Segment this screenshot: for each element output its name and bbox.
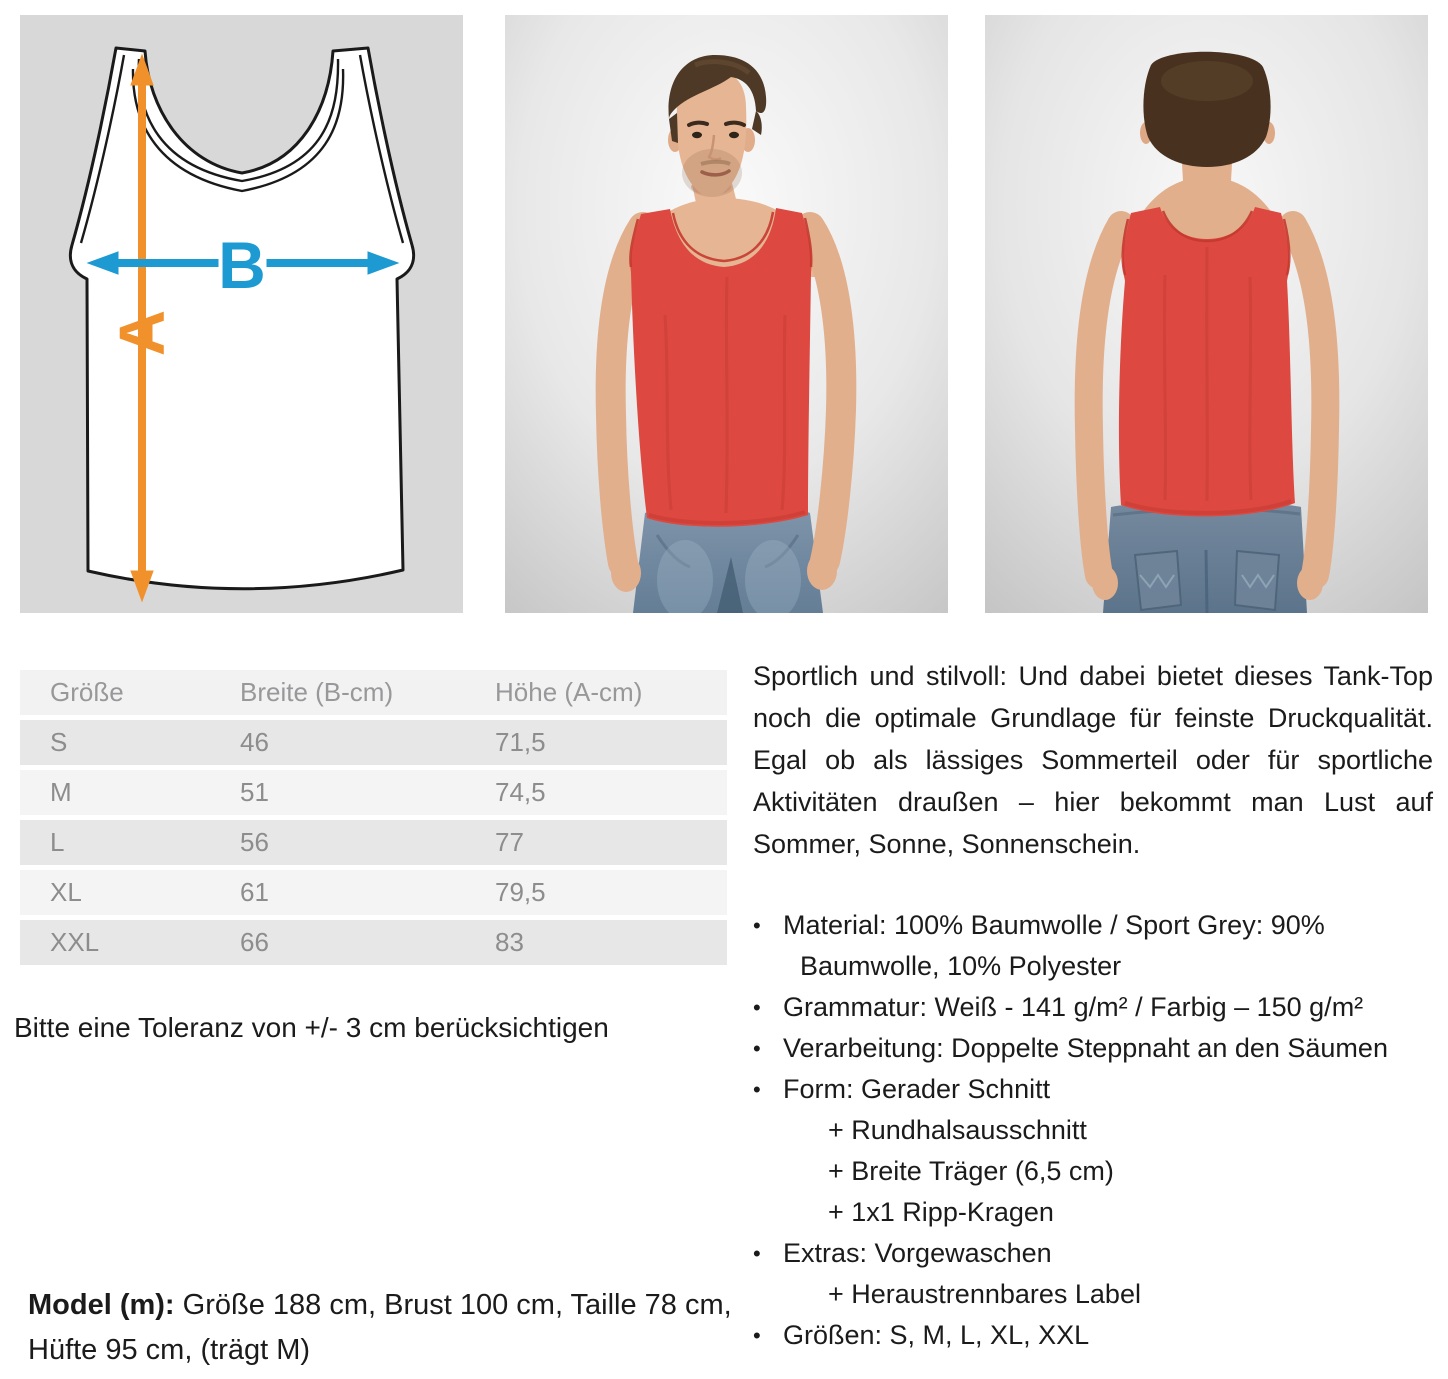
table-cell-breite: 51 [240,777,269,807]
feature-sub-item: + Rundhalsausschnitt [828,1115,1087,1145]
stubble [682,149,742,197]
measure-label-a: A [106,309,178,357]
model-front-illustration [505,15,948,613]
table-cell-size: L [50,827,65,857]
table-cell-hoehe: 77 [495,827,524,857]
feature-item [753,987,1433,1028]
table-cell-hoehe: 83 [495,927,524,957]
bullet-icon: • [753,1077,761,1102]
bullet-icon: • [753,995,761,1020]
left-hand [611,554,641,592]
feature-body [783,1233,1433,1315]
table-cell-size: XL [50,877,82,907]
table-row [20,770,727,815]
description-intro: Sportlich und stilvoll: Und dabei bietet dieses Tank-Top noch die optimale Grundlage für feinste Druckqualität. Egal ob als lässiges Sommerteil oder für sportliche Aktivitäten draußen – hier bekommt man Lust auf Sommer, Sonne, Sonnenschein. [753,661,1433,859]
feature-body [783,987,1433,1028]
product-description [753,655,1433,1356]
feature-text: Grammatur: Weiß - 141 g/m² / Farbig – 150 g/m² [783,992,1364,1022]
feature-sub-item: + Breite Träger (6,5 cm) [828,1156,1114,1186]
jeans-back [1103,503,1307,614]
feature-item [753,1233,1433,1315]
tolerance-note: Bitte eine Toleranz von +/- 3 cm berücksichtigen [14,1012,609,1043]
feature-list [753,905,1433,1356]
table-cell-hoehe: 79,5 [495,877,546,907]
table-cell-size: XXL [50,927,100,957]
model-back-illustration [985,15,1428,613]
bullet-icon: • [753,1323,761,1348]
table-row [20,920,727,965]
feature-text: Größen: S, M, L, XL, XXL [783,1320,1090,1350]
hair-highlight [1161,61,1253,101]
feature-item [753,1315,1433,1356]
moustache [701,162,730,164]
table-header-breite: Breite (B-cm) [240,677,394,707]
model-info-details: Größe 188 cm, Brust 100 cm, Taille 78 cm, Hüfte 95 cm, (trägt M) [28,1289,732,1366]
model-info [28,1283,733,1373]
table-header-groesse: Größe [50,677,124,707]
feature-text: Material: 100% Baumwolle / Sport Grey: 90% [783,910,1325,940]
size-table-body [20,720,727,965]
feature-text: Verarbeitung: Doppelte Steppnaht an den Säumen [783,1033,1388,1063]
feature-sub-item: + 1x1 Ripp-Kragen [828,1197,1054,1227]
feature-text: Form: Gerader Schnitt [783,1074,1051,1104]
feature-body [783,1028,1433,1069]
right-hand [807,552,837,590]
table-row [20,720,727,765]
size-table-header-row [20,670,727,715]
feature-item [753,905,1433,987]
feature-text: Extras: Vorgewaschen [783,1238,1052,1268]
size-diagram-panel [20,15,463,613]
right-hand [1297,566,1323,600]
table-cell-breite: 61 [240,877,269,907]
feature-body [783,905,1433,987]
left-hand [1092,566,1118,600]
feature-item [753,1069,1433,1233]
right-eye [729,132,739,138]
bullet-icon: • [753,1036,761,1061]
left-eye [692,132,702,138]
table-cell-breite: 46 [240,727,269,757]
feature-sub-item: + Heraustrennbares Label [828,1279,1141,1309]
bullet-icon: • [753,1241,761,1266]
feature-body [783,1315,1433,1356]
measure-label-b: B [218,228,266,302]
table-header-hoehe: Höhe (A-cm) [495,677,643,707]
model-back-photo [985,15,1428,613]
feature-body [783,1069,1433,1233]
size-table [20,670,727,970]
table-cell-size: M [50,777,72,807]
table-cell-breite: 66 [240,927,269,957]
table-row [20,820,727,865]
table-row [20,870,727,915]
tank-top-back [1119,207,1295,516]
table-cell-size: S [50,727,68,757]
model-info-label: Model (m): [28,1289,175,1321]
model-head-back [1140,52,1275,167]
feature-item [753,1028,1433,1069]
table-cell-hoehe: 74,5 [495,777,546,807]
table-cell-hoehe: 71,5 [495,727,546,757]
bullet-icon: • [753,913,761,938]
model-front-photo [505,15,948,613]
table-cell-breite: 56 [240,827,269,857]
feature-text-wrap: Baumwolle, 10% Polyester [800,951,1122,981]
tank-top-measure-diagram [20,15,463,613]
